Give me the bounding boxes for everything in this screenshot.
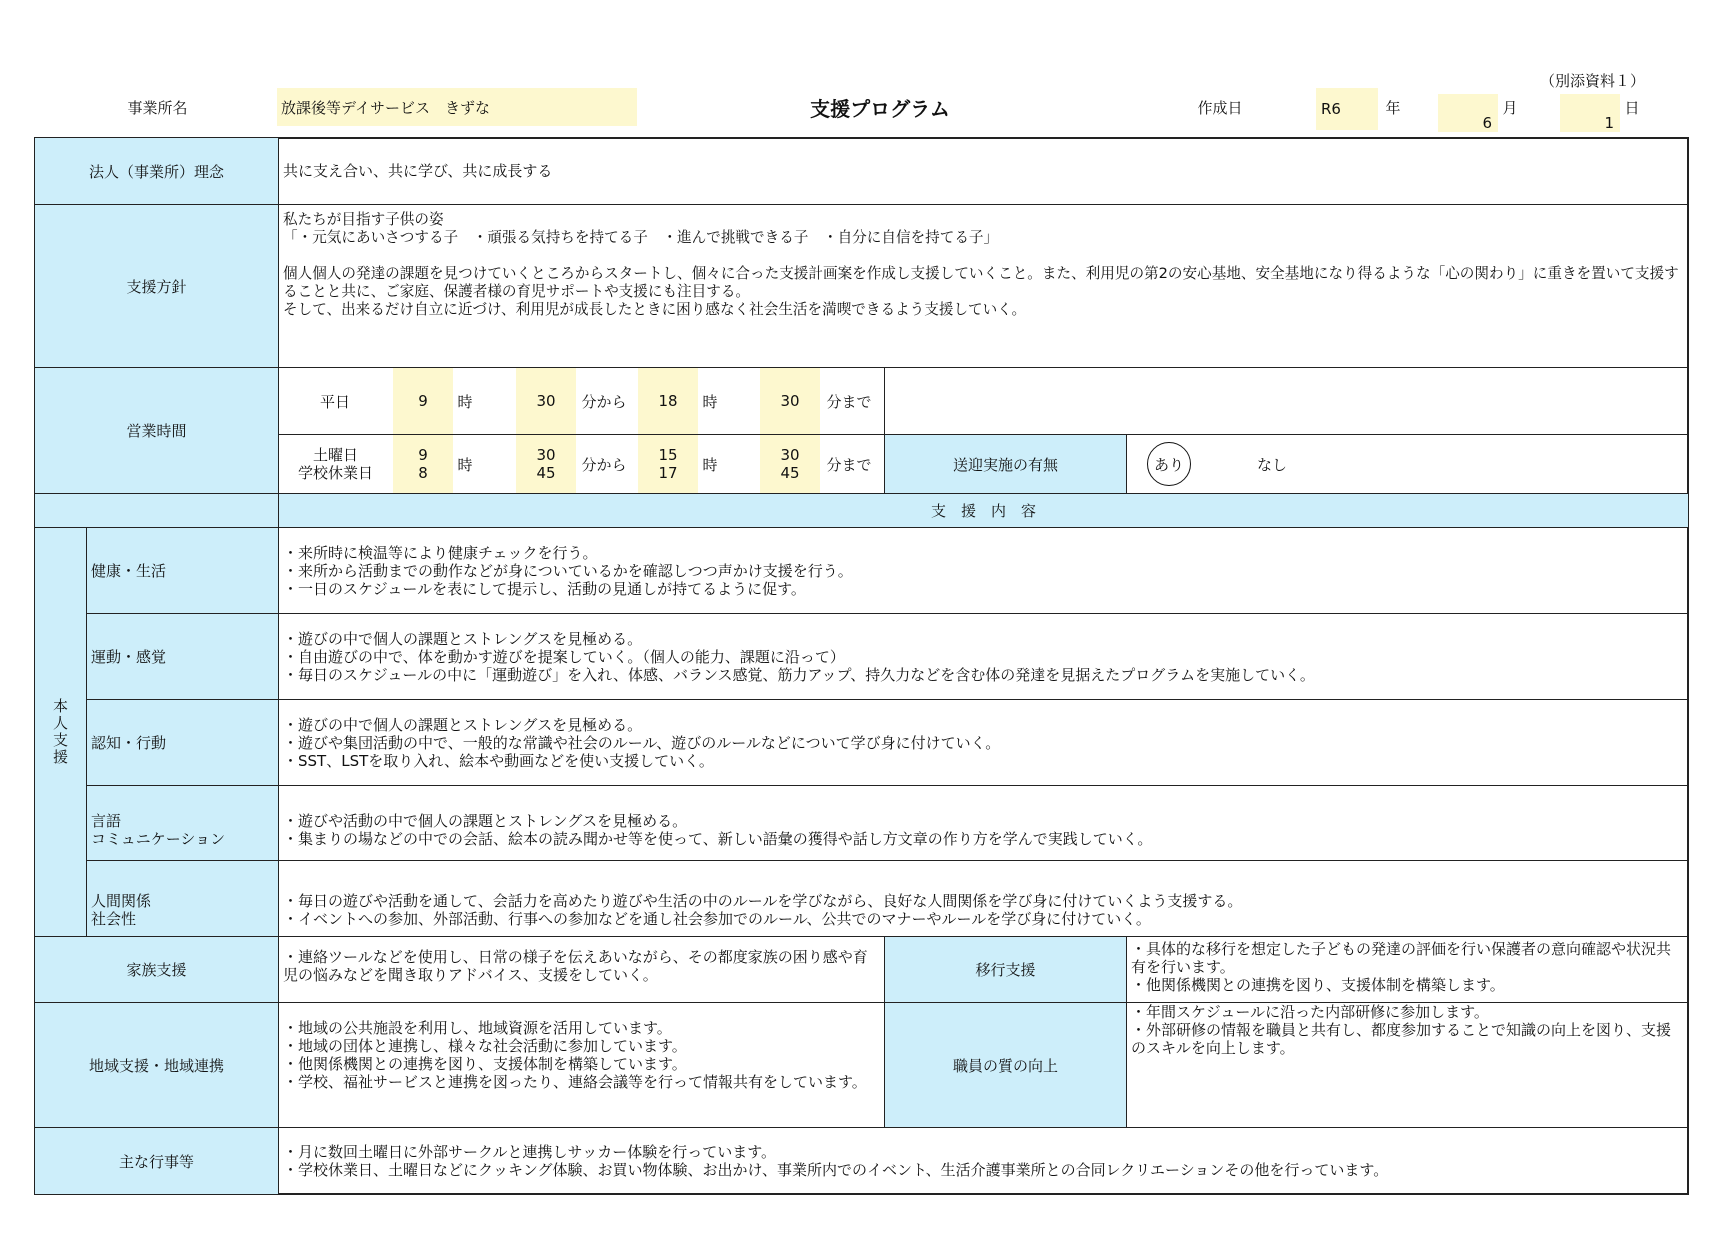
health-life-text: ・来所時に検温等により健康チェックを行う。 ・来所から活動までの動作などが身についているかを確認しつつ声かけ支援を行う。 ・一日のスケジュールを表にして提示し、活動の見通しが持てるように促す。 — [283, 543, 853, 598]
hours-extra-cell — [884, 367, 1689, 435]
facility-name — [277, 88, 637, 126]
weekday-until: 分まで — [826, 392, 872, 411]
support-content-header-left — [34, 493, 279, 528]
relationships-social-text: ・毎日の遊びや活動を通して、会話力を高めたり遊びや生活の中のルールを学びながら、良好な人間関係を学び身に付けていくよう支援する。 ・イベントへの参加、外部活動、行事への参加などを通し社会参加でのルール、公共でのマナーやルールを学び身に付けていく。 — [283, 892, 1243, 928]
weekday-end-minute: 30 — [760, 368, 820, 434]
facility-name-text: 放課後等デイサービス きずな — [281, 98, 490, 117]
weekday-hour-unit: 時 — [457, 392, 473, 411]
transition-support-cell — [1126, 936, 1689, 1003]
facility-label: 事業所名 — [127, 98, 188, 117]
staff-quality-cell — [1126, 1002, 1689, 1128]
month-field — [1438, 94, 1498, 132]
cognition-behavior-text: ・遊びの中で個人の課題とストレングスを見極める。 ・遊びや集団活動の中で、一般的な常識や社会のルール、遊びのルールなどについて学び身に付けていく。 ・SST、LSTを取り入れ、絵本や動画などを使い支援していく。 — [283, 715, 1001, 770]
created-date-label: 作成日 — [1197, 98, 1243, 117]
philosophy-text: 共に支え合い、共に学び、共に成長する — [283, 162, 553, 180]
holiday-end-minute: 30 45 — [760, 435, 820, 493]
transport-yes-text: あり — [1153, 455, 1184, 474]
relationships-social-label: 人間関係 社会性 — [91, 892, 152, 928]
personal-row-label-3 — [86, 785, 279, 861]
personal-row-content-3 — [278, 785, 1689, 861]
language-communication-text: ・遊びや活動の中で個人の課題とストレングスを見極める。 ・集まりの場などの中での会話、絵本の読み聞かせ等を使って、新しい語彙の獲得や話し方文章の作り方を学んで実践していく。 — [283, 812, 1153, 848]
personal-row-content-4 — [278, 860, 1689, 937]
day-value: 1 — [1604, 114, 1614, 132]
transport-no-text: なし — [1257, 456, 1288, 474]
hours-label: 営業時間 — [34, 367, 279, 494]
staff-quality-text: ・年間スケジュールに沿った内部研修に参加します。 ・外部研修の情報を職員と共有し、都度参加することで知識の向上を図り、支援のスキルを向上します。 — [1131, 1003, 1672, 1057]
transport-yes-option — [1147, 442, 1191, 486]
events-text: ・月に数回土曜日に外部サークルと連携しサッカー体験を行っています。 ・学校休業日、土曜日などにクッキング体験、お買い物体験、お出かけ、事業所内でのイベント、生活介護事業所との合同レクリエーションその他を行っています。 — [283, 1143, 1389, 1179]
events-label: 主な行事等 — [34, 1127, 279, 1195]
holiday-end-hour-unit: 時 — [702, 455, 718, 474]
policy-text: 私たちが目指す子供の姿 「・元気にあいさつする子 ・頑張る気持ちを持てる子 ・進んで挑戦できる子 ・自分に自信を持てる子」 個人個人の発達の課題を見つけていくところからスタートし、個々に合った支援計画案を作成し支援していくこと。また、利用児の第2の安心基地、安全基地になり得るような「心の関わり」に重きを置いて支援することと共に、ご家庭、保護者様の育児サポートや支援にも注目する。 そして、出来るだけ自立に近づけ、利用児が成長したときに困り感なく社会生活を満喫できるよう支援していく。 — [283, 211, 1679, 318]
motor-sensory-label: 運動・感覚 — [91, 647, 167, 666]
holiday-hour-unit: 時 — [457, 455, 473, 474]
policy-cell — [278, 204, 1689, 368]
holiday-start-minute: 30 45 — [516, 435, 576, 493]
transport-options-cell — [1126, 434, 1689, 494]
family-support-cell — [278, 936, 885, 1003]
page-title: 支援プログラム — [810, 96, 950, 121]
cognition-behavior-label: 認知・行動 — [91, 733, 167, 752]
weekday-start-hour: 9 — [393, 368, 453, 434]
weekday-end-hour-unit: 時 — [702, 392, 718, 411]
personal-support-label — [34, 527, 87, 937]
day-unit: 日 — [1624, 98, 1640, 117]
transition-support-label: 移行支援 — [884, 936, 1127, 1003]
community-support-cell — [278, 1002, 885, 1128]
health-life-label: 健康・生活 — [91, 561, 167, 580]
holiday-end-hour: 15 17 — [638, 435, 698, 493]
community-support-text: ・地域の公共施設を利用し、地域資源を活用しています。 ・地域の団体と連携し、様々な社会活動に参加しています。 ・他関係機関との連携を図り、支援体制を構築しています。 ・学校、福祉サービスと連携を図ったり、連絡会議等を行って情報共有をしています。 — [283, 1019, 867, 1091]
staff-quality-label: 職員の質の向上 — [884, 1002, 1127, 1128]
holiday-label: 土曜日 学校休業日 — [297, 446, 373, 482]
language-communication-label: 言語 コミュニケーション — [91, 812, 226, 848]
month-unit: 月 — [1502, 98, 1518, 117]
holiday-from: 分から — [581, 455, 627, 474]
support-content-header: 支 援 内 容 — [278, 493, 1689, 528]
attachment-note: （別添資料１） — [1540, 72, 1646, 90]
philosophy-cell — [278, 137, 1689, 205]
weekday-start-minute: 30 — [516, 368, 576, 434]
personal-row-label-0 — [86, 527, 279, 614]
day-field — [1560, 94, 1620, 132]
family-support-text: ・連絡ツールなどを使用し、日常の様子を伝えあいながら、その都度家族の困り感や育児の悩みなどを聞き取りアドバイス、支援をしていく。 — [283, 948, 868, 984]
personal-row-content-2 — [278, 699, 1689, 786]
philosophy-label: 法人（事業所）理念 — [34, 137, 279, 205]
personal-support-label-text: 本人支援 — [51, 698, 69, 766]
community-support-label: 地域支援・地域連携 — [34, 1002, 279, 1128]
month-value: 6 — [1482, 114, 1492, 132]
policy-label: 支援方針 — [34, 204, 279, 368]
transport-label: 送迎実施の有無 — [884, 434, 1127, 494]
year-unit: 年 — [1385, 98, 1401, 117]
weekday-label: 平日 — [319, 392, 350, 411]
transition-support-text: ・具体的な移行を想定した子どもの発達の評価を行い保護者の意向確認や状況共有を行います。 ・他関係機関との連携を図り、支援体制を構築します。 — [1131, 940, 1672, 994]
weekday-from: 分から — [581, 392, 627, 411]
personal-row-content-1 — [278, 613, 1689, 700]
holiday-until: 分まで — [826, 455, 872, 474]
family-support-label: 家族支援 — [34, 936, 279, 1003]
era-year-field — [1316, 88, 1378, 130]
era-year-value: R6 — [1321, 100, 1341, 118]
personal-row-label-4 — [86, 860, 279, 937]
weekday-end-hour: 18 — [638, 368, 698, 434]
motor-sensory-text: ・遊びの中で個人の課題とストレングスを見極める。 ・自由遊びの中で、体を動かす遊びを提案していく。（個人の能力、課題に沿って） ・毎日のスケジュールの中に「運動遊び」を入れ、体感、バランス感覚、筋力アップ、持久力などを含む体の発達を見据えたプログラムを実施していく。 — [283, 629, 1315, 684]
personal-row-label-1 — [86, 613, 279, 700]
holiday-start-hour: 9 8 — [393, 435, 453, 493]
personal-row-content-0 — [278, 527, 1689, 614]
events-cell — [278, 1127, 1689, 1195]
personal-row-label-2 — [86, 699, 279, 786]
